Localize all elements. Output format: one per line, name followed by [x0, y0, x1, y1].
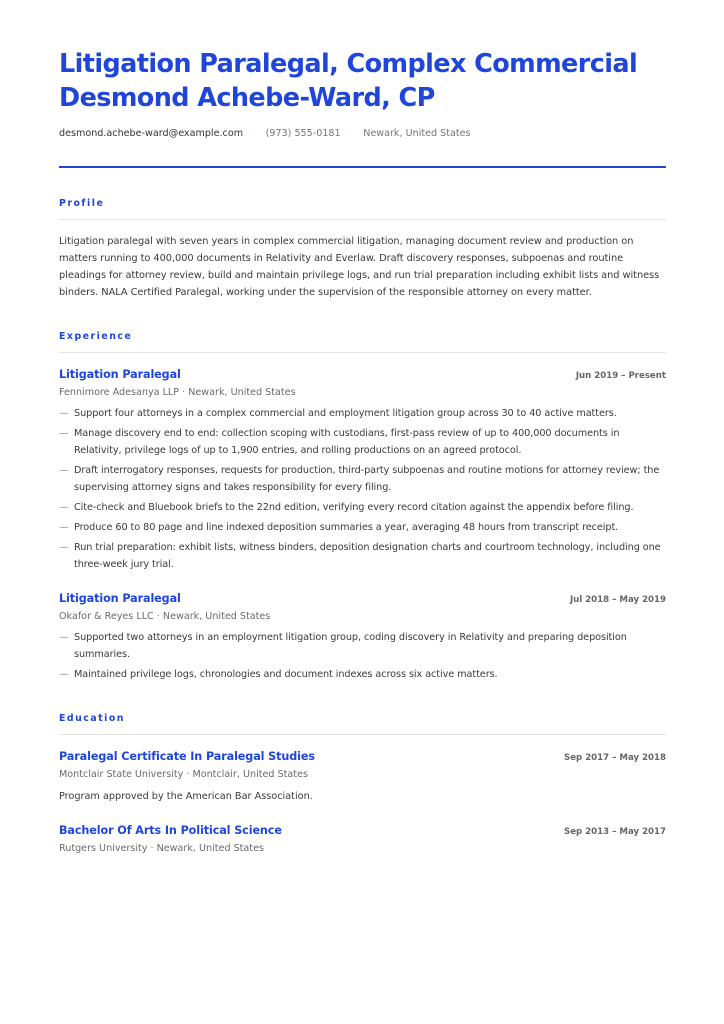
- degree-title: Bachelor Of Arts In Political Science: [59, 824, 282, 837]
- section-divider: [59, 734, 666, 735]
- job-dates: Jul 2018 – May 2019: [569, 595, 666, 605]
- section-title-education: Education: [59, 713, 125, 724]
- dash-bullet: —: [59, 408, 69, 419]
- section-divider: [59, 219, 666, 220]
- job-title: Litigation Paralegal: [59, 368, 181, 381]
- bullet-text: Maintained privilege logs, chronologies and document indexes across six active matters.: [74, 669, 498, 680]
- contact-line: [59, 127, 666, 141]
- bullet-text: Run trial preparation: exhibit lists, witness binders, deposition designation charts and courtroom technology, including one three-week jury trial.: [74, 542, 661, 570]
- education-dates: Sep 2017 – May 2018: [564, 753, 666, 763]
- entry-header: [59, 823, 666, 839]
- employer: Okafor & Reyes LLC · Newark, United States: [59, 611, 271, 622]
- header-divider: [59, 166, 666, 168]
- location: Newark, United States: [363, 128, 471, 139]
- job-dates: Jun 2019 – Present: [575, 371, 666, 381]
- experience-entry: [59, 591, 666, 683]
- dash-bullet: —: [59, 542, 69, 553]
- candidate-name: Litigation Paralegal, Complex Commercial Desmond Achebe-Ward, CP: [59, 49, 638, 113]
- bullet-text: Produce 60 to 80 page and line indexed deposition summaries a year, averaging 48 hours from transcript receipt.: [74, 522, 619, 533]
- institution: Montclair State University · Montclair, United States: [59, 769, 308, 780]
- education-dates: Sep 2013 – May 2017: [564, 827, 666, 837]
- section-title-profile: Profile: [59, 198, 105, 209]
- bullet-text: Manage discovery end to end: collection scoping with custodians, first-pass review of up to 400,000 documents in Relativity, privilege logs of up to 1,900 entries, and rolling productions on an agreed protocol.: [74, 428, 620, 456]
- dash-bullet: —: [59, 632, 69, 643]
- section-title-experience: Experience: [59, 331, 133, 342]
- dash-bullet: —: [59, 502, 69, 513]
- list-item: [59, 519, 666, 536]
- profile-section: [59, 198, 666, 301]
- entry-header: [59, 591, 666, 607]
- list-item: [59, 425, 666, 459]
- degree-title: Paralegal Certificate In Paralegal Studies: [59, 750, 315, 763]
- resume-page: [59, 47, 666, 856]
- experience-entry: [59, 367, 666, 573]
- bullet-text: Supported two attorneys in an employment litigation group, coding discovery in Relativity and preparing deposition summaries.: [74, 632, 627, 660]
- list-item: [59, 629, 666, 663]
- experience-section: [59, 331, 666, 683]
- list-item: [59, 539, 666, 573]
- institution: Rutgers University · Newark, United States: [59, 843, 264, 854]
- bullet-list: [59, 629, 666, 683]
- profile-summary: Litigation paralegal with seven years in complex commercial litigation, managing document review and production on matters running to 400,000 documents in Relativity and Everlaw. Draft discovery responses, subpoenas and routine pleadings for attorney review, build and maintain privilege logs, and run trial preparation including exhibit lists and witness binders. NALA Certified Paralegal, working under the supervision of the responsible attorney on every matter.: [59, 236, 660, 298]
- education-entry: [59, 749, 666, 805]
- separator-dot: ·: [350, 129, 354, 138]
- bullet-text: Support four attorneys in a complex commercial and employment litigation group across 30 to 40 active matters.: [74, 408, 617, 419]
- separator-dot: ·: [253, 129, 256, 138]
- list-item: [59, 499, 666, 516]
- job-title: Litigation Paralegal: [59, 592, 181, 605]
- email-link[interactable]: desmond.achebe-ward@example.com: [59, 128, 244, 139]
- education-section: [59, 713, 666, 856]
- dash-bullet: —: [59, 522, 69, 533]
- entry-header: [59, 749, 666, 765]
- bullet-list: [59, 405, 666, 573]
- education-entry: [59, 823, 666, 856]
- section-divider: [59, 352, 666, 353]
- entry-header: [59, 367, 666, 383]
- list-item: [59, 405, 666, 422]
- employer: Fennimore Adesanya LLP · Newark, United States: [59, 387, 296, 398]
- phone-number[interactable]: (973) 555-0181: [265, 128, 341, 139]
- list-item: [59, 666, 666, 683]
- education-note: Program approved by the American Bar Association.: [59, 791, 313, 802]
- dash-bullet: —: [59, 465, 69, 476]
- bullet-text: Draft interrogatory responses, requests for production, third-party subpoenas and routine motions for attorney review; the supervising attorney signs and takes responsibility for every filing.: [74, 465, 660, 493]
- dash-bullet: —: [59, 428, 69, 439]
- list-item: [59, 462, 666, 496]
- bullet-text: Cite-check and Bluebook briefs to the 22nd edition, verifying every record citation against the appendix before filing.: [74, 502, 634, 513]
- dash-bullet: —: [59, 669, 69, 680]
